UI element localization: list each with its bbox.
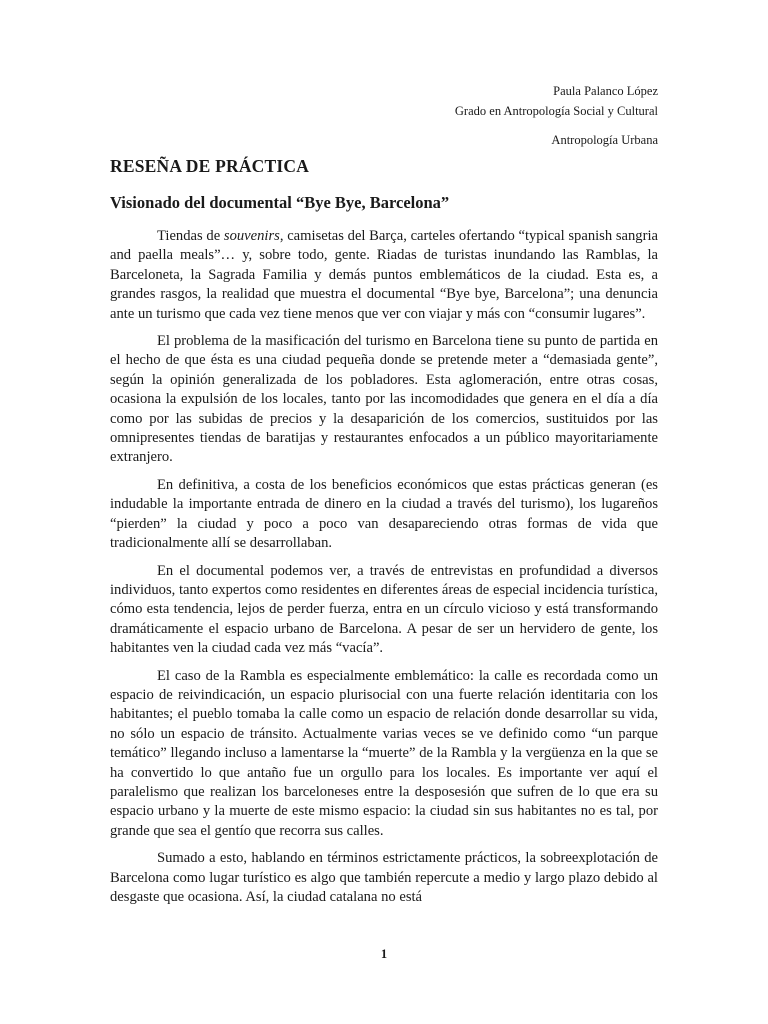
author-header — [455, 82, 658, 151]
paragraph-2: El problema de la masificación del turismo en Barcelona tiene su punto de partida en el hecho de que ésta es una ciudad pequeña donde se pretende meter a “demasiada gente”, según la opinión generalizada de los pobladores. Esta aglomeración, entre otras cosas, ocasiona la expulsión de los locales, tanto por las incomodidades que genera en el día a día como por las subidas de precios y la desaparición de los comercios, sustituidos por las omnipresentes tiendas de baratijas y restaurantes enfocados a un público mayoritariamente extranjero. — [110, 333, 658, 466]
paragraph-5: El caso de la Rambla es especialmente emblemático: la calle es recordada como un espacio de reivindicación, un espacio plurisocial con una fuerte relación identitaria con los habitantes; el pueblo tomaba la calle como un espacio de relación donde desarrollar su vida, no sólo un espacio de tránsito. Actualmente varias veces se ve definido como “un parque temático” llegando incluso a lamentarse la “muerte” de la Rambla y la vergüenza en la que se ha convertido lo que antaño fue un orgullo para los locales. Es importante ver aquí el paralelismo que realizan los barceloneses entre la desposesión que sufren de lo que era su espacio urbano y la muerte de este mismo espacio: la ciudad sin sus habitantes no es tal, por grande que sea el gentío que recorra sus calles. — [110, 667, 658, 839]
paragraph-3: En definitiva, a costa de los beneficios económicos que estas prácticas generan (es indudable la importante entrada de dinero en la ciudad a través del turismo), los lugareños “pierden” la ciudad y poco a poco van desapareciendo otras formas de vida que tradicionalmente allí se desarrollaban. — [110, 476, 658, 552]
paragraph-1-start: Tiendas de — [157, 228, 224, 244]
degree-name: Grado en Antropología Social y Cultural — [454, 103, 658, 118]
document-body — [110, 227, 658, 915]
paragraph-4: En el documental podemos ver, a través de entrevistas en profundidad a diversos individuos, tanto expertos como residentes en diferentes áreas de especial incidencia turística, cómo esta tendencia, lejos de perder fuerza, entra en un círculo vicioso y está transformando dramáticamente el espacio urbano de Barcelona. A pesar de ser un hervidero de gente, los habitantes ven la ciudad cada vez más “vacía”. — [110, 562, 658, 657]
course-name: Antropología Urbana — [551, 133, 658, 147]
paragraph-1 — [110, 227, 658, 324]
author-name: Paula Palanco López — [553, 84, 658, 98]
paragraph-1-rest: , camisetas del Barça, carteles ofertando “typical spanish sangria and paella meals”… y, sobre todo, gente. Riadas de turistas inundando las Ramblas, la Barceloneta, la Sagrada Familia y demás puntos emblemáticos de la ciudad. Esta es, a grandes rasgos, la realidad que muestra el documental “Bye bye, Barcelona”; una denuncia ante un turismo que cada vez tiene menos que ver con viajar y más con “consumir lugares”. — [110, 228, 658, 322]
paragraph-6: Sumado a esto, hablando en términos estrictamente prácticos, la sobreexplotación de Barcelona como lugar turístico es algo que también repercute a medio y largo plazo debido al desgaste que ocasiona. Así, la ciudad catalana no está — [110, 850, 658, 905]
document-title: RESEÑA DE PRÁCTICA — [110, 156, 310, 176]
header-spacer — [455, 121, 658, 131]
document-subtitle: Visionado del documental “Bye Bye, Barcelona” — [110, 193, 450, 212]
paragraph-1-italic: souvenirs — [223, 228, 280, 244]
page-number: 1 — [380, 947, 388, 961]
